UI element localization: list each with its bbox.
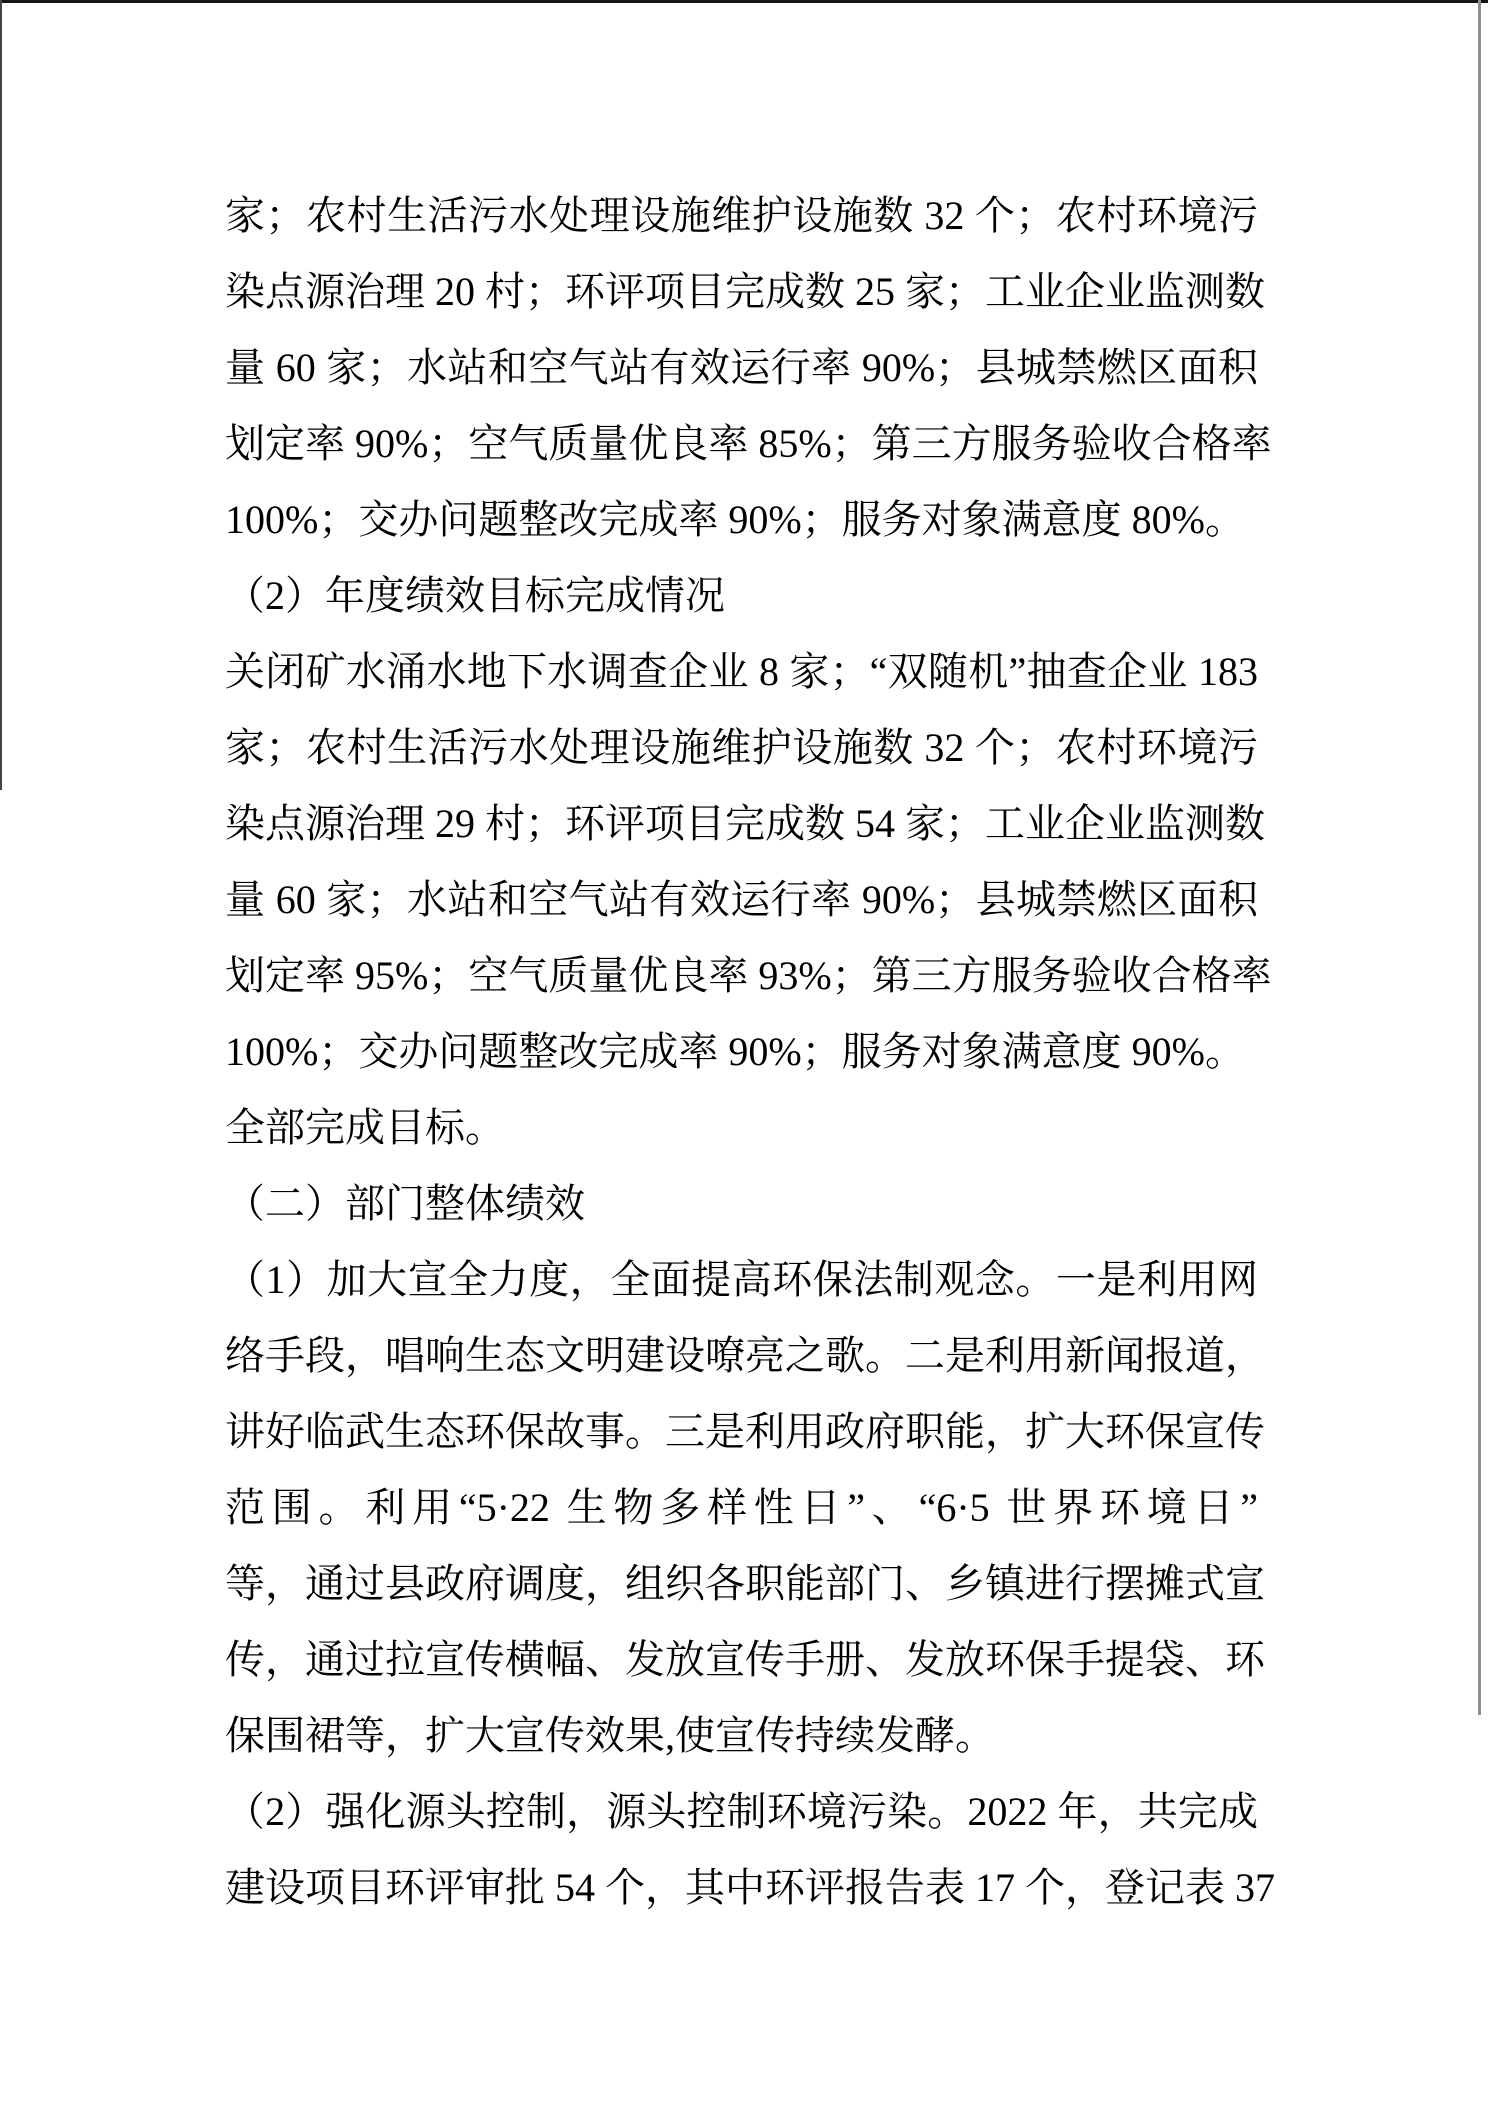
text-line: 100%；交办问题整改完成率 90%；服务对象满意度 80%。 [225,497,1245,542]
text-line: 全部完成目标。 [225,1105,505,1150]
text-line: 范围。利用“5·22 生物多样性日”、“6·5 世界环境日” [225,1485,1258,1530]
text-line: 划定率 90%；空气质量优良率 85%；第三方服务验收合格率 [225,421,1272,466]
text-line: 络手段，唱响生态文明建设嘹亮之歌。二是利用新闻报道， [225,1333,1265,1378]
text-line: （2）年度绩效目标完成情况 [225,573,725,618]
text-line: 划定率 95%；空气质量优良率 93%；第三方服务验收合格率 [225,953,1272,998]
document-body [225,178,1275,1926]
page-right-edge [1478,0,1481,1715]
text-line: 家；农村生活污水处理设施维护设施数 32 个；农村环境污 [225,193,1258,238]
text-line: 100%；交办问题整改完成率 90%；服务对象满意度 90%。 [225,1029,1245,1074]
text-line: 传，通过拉宣传横幅、发放宣传手册、发放环保手提袋、环 [225,1637,1265,1682]
text-line: 等，通过县政府调度，组织各职能部门、乡镇进行摆摊式宣 [225,1561,1265,1606]
text-line: 保围裙等，扩大宣传效果,使宣传持续发酵。 [225,1713,995,1758]
text-line: 关闭矿水涌水地下水调查企业 8 家；“双随机”抽查企业 183 [225,649,1258,694]
text-line: 染点源治理 20 村；环评项目完成数 25 家；工业企业监测数 [225,269,1265,314]
page-left-edge [0,0,2,790]
text-line: 建设项目环评审批 54 个，其中环评报告表 17 个，登记表 37 [225,1865,1275,1910]
text-line: （2）强化源头控制，源头控制环境污染。2022 年，共完成 [225,1789,1258,1834]
text-line: 讲好临武生态环保故事。三是利用政府职能，扩大环保宣传 [225,1409,1265,1454]
text-line: （二）部门整体绩效 [225,1181,585,1226]
text-line: 家；农村生活污水处理设施维护设施数 32 个；农村环境污 [225,725,1258,770]
page-top-edge [0,0,1488,3]
text-line: 量 60 家；水站和空气站有效运行率 90%；县城禁燃区面积 [225,877,1258,922]
text-line: （1）加大宣全力度，全面提高环保法制观念。一是利用网 [225,1257,1258,1302]
text-line: 量 60 家；水站和空气站有效运行率 90%；县城禁燃区面积 [225,345,1258,390]
text-line: 染点源治理 29 村；环评项目完成数 54 家；工业企业监测数 [225,801,1265,846]
